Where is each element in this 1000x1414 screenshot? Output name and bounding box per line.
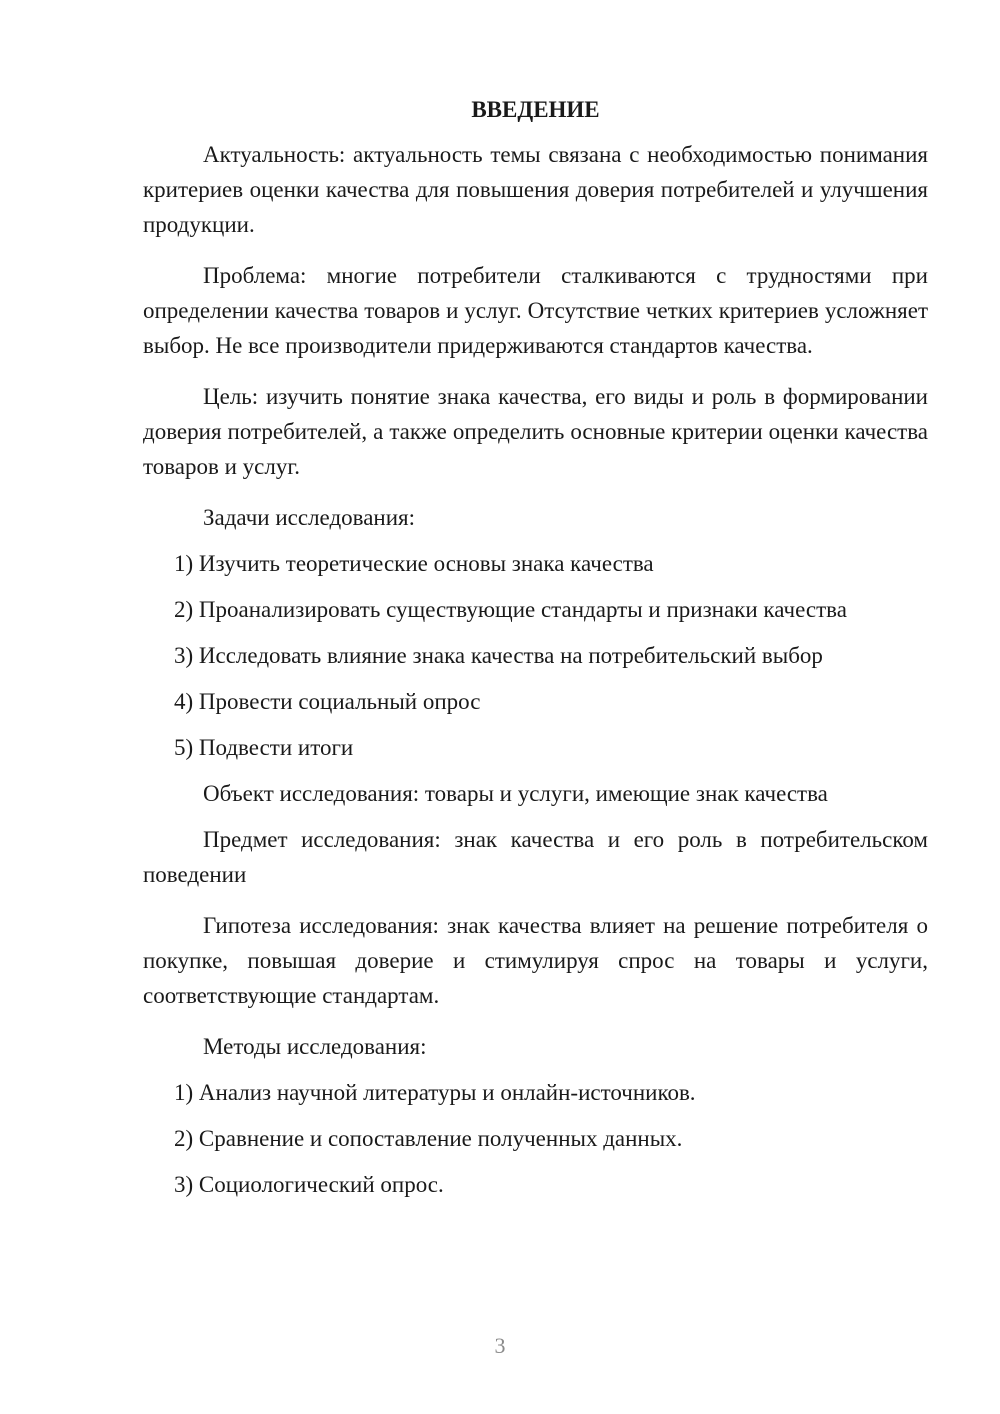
method-item-3: 3) Социологический опрос. [174,1172,444,1197]
subject-paragraph: Предмет исследования: знак качества и его роль в потребительском поведении [143,827,928,887]
goal-paragraph: Цель: изучить понятие знака качества, его виды и роль в формировании доверия потребителей, а также определить основные критерии оценки качества товаров и услуг. [143,384,928,479]
page-title: ВВЕДЕНИЕ [471,97,600,122]
document-body [143,92,928,1213]
task-item-1: 1) Изучить теоретические основы знака качества [174,551,654,576]
task-item-4: 4) Провести социальный опрос [174,689,481,714]
task-item-5: 5) Подвести итоги [174,735,354,760]
task-item-2: 2) Проанализировать существующие стандарты и признаки качества [174,597,847,622]
methods-label: Методы исследования: [203,1034,427,1059]
tasks-label: Задачи исследования: [203,505,416,530]
hypothesis-paragraph: Гипотеза исследования: знак качества влияет на решение потребителя о покупке, повышая доверие и стимулируя спрос на товары и услуги, соответствующие стандартам. [143,913,928,1008]
object-line: Объект исследования: товары и услуги, имеющие знак качества [203,781,828,806]
problem-paragraph: Проблема: многие потребители сталкиваются с трудностями при определении качества товаров и услуг. Отсутствие четких критериев усложняет выбор. Не все производители придерживаются стандартов качества. [143,263,928,358]
relevance-paragraph: Актуальность: актуальность темы связана с необходимостью понимания критериев оценки качества для повышения доверия потребителей и улучшения продукции. [143,142,928,237]
task-item-3: 3) Исследовать влияние знака качества на потребительский выбор [174,643,823,668]
page-number: 3 [494,1333,506,1358]
method-item-1: 1) Анализ научной литературы и онлайн-источников. [174,1080,696,1105]
method-item-2: 2) Сравнение и сопоставление полученных данных. [174,1126,683,1151]
